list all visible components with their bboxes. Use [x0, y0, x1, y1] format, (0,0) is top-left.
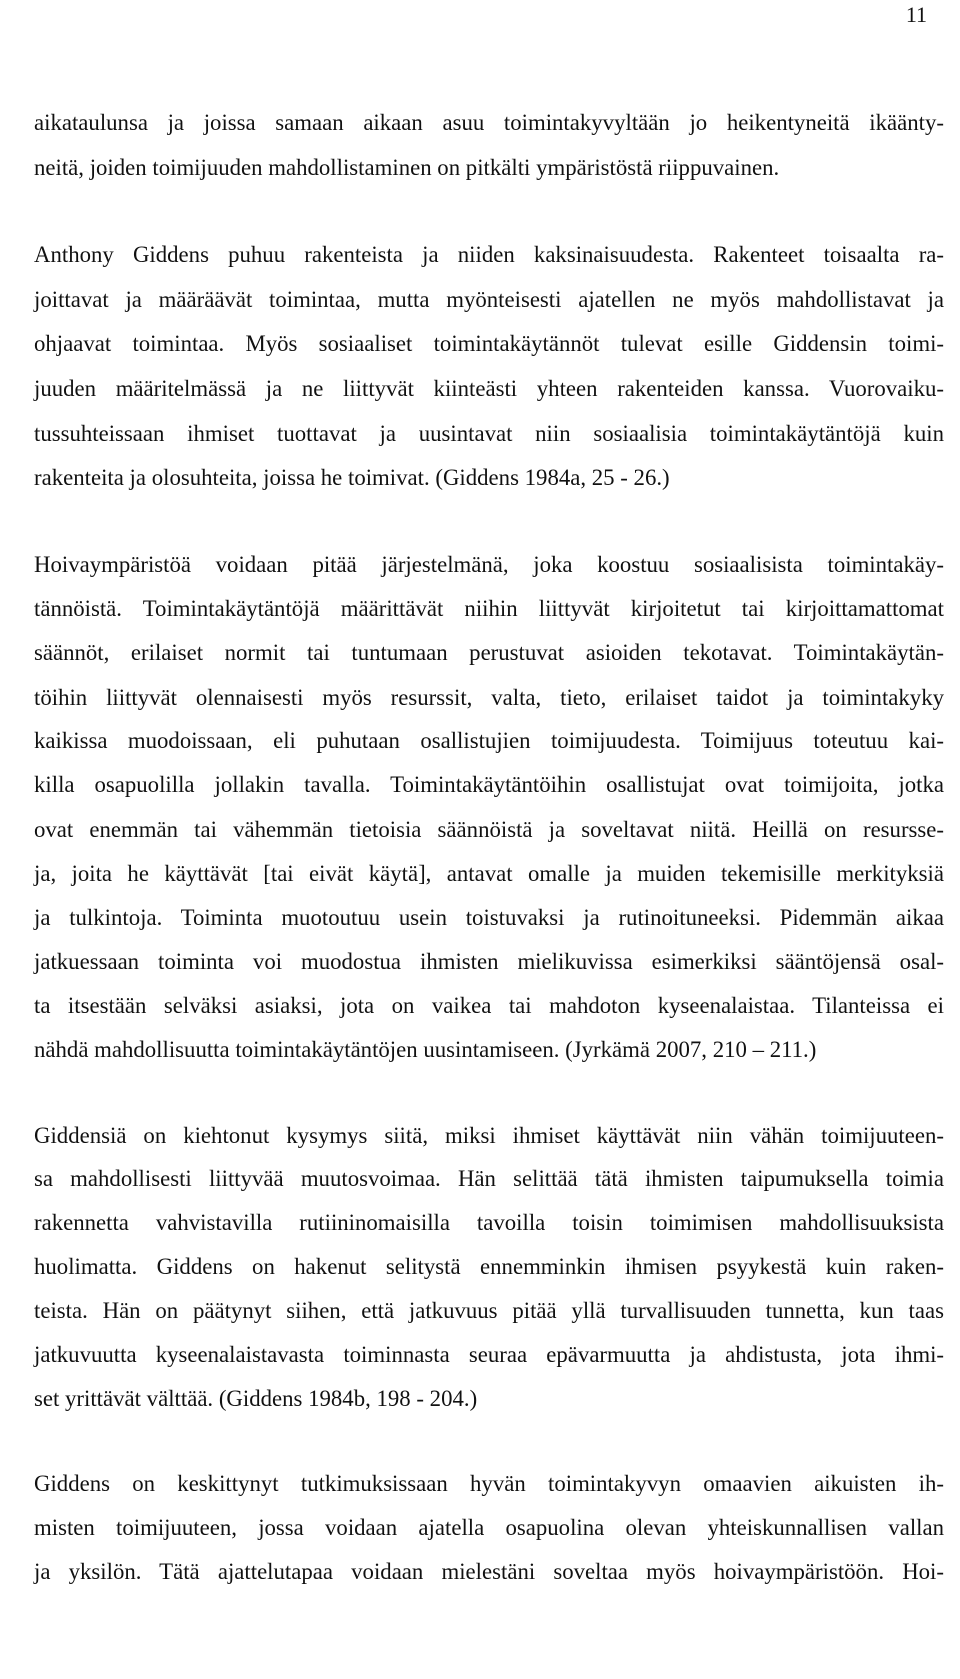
page-number: 11 — [905, 2, 927, 27]
text-line: teista. Hän on päätynyt siihen, että jatkuvuus pitää yllä turvallisuuden tunnetta, kun taas — [34, 1298, 944, 1323]
text-line: rakenteita ja olosuhteita, joissa he toimivat. (Giddens 1984a, 25 - 26.) — [34, 465, 670, 490]
text-line: Giddensiä on kiehtonut kysymys siitä, miksi ihmiset käyttävät niin vähän toimijuuteen- — [34, 1123, 944, 1148]
text-line: kaikissa muodoissaan, eli puhutaan osallistujien toimijuudesta. Toimijuus toteutuu kai- — [34, 728, 944, 753]
text-line: Giddens on keskittynyt tutkimuksissaan hyvän toimintakyvyn omaavien aikuisten ih- — [34, 1471, 944, 1496]
text-line: huolimatta. Giddens on hakenut selitystä ennemminkin ihmisen psyykestä kuin raken- — [34, 1254, 944, 1279]
text-line: säännöt, erilaiset normit tai tuntumaan perustuvat asioiden tekotavat. Toimintakäytän- — [34, 640, 944, 665]
text-line: ohjaavat toimintaa. Myös sosiaaliset toimintakäytännöt tulevat esille Giddensin toimi- — [34, 331, 944, 356]
text-line: nähdä mahdollisuutta toimintakäytäntöjen uusintamiseen. (Jyrkämä 2007, 210 – 211.) — [34, 1037, 817, 1062]
text-line: aikataulunsa ja joissa samaan aikaan asuu toimintakyvyltään jo heikentyneitä ikäänty- — [34, 110, 944, 135]
text-line: joittavat ja määräävät toimintaa, mutta myönteisesti ajatellen ne myös mahdollistavat ja — [34, 287, 944, 312]
text-line: killa osapuolilla jollakin tavalla. Toimintakäytäntöihin osallistujat ovat toimijoita, jotka — [34, 772, 944, 797]
text-line: ja tulkintoja. Toiminta muotoutuu usein toistuvaksi ja rutinoituneeksi. Pidemmän aikaa — [34, 905, 944, 930]
text-line: ta itsestään selväksi asiaksi, jota on vaikea tai mahdoton kyseenalaistaa. Tilanteissa ei — [34, 993, 944, 1018]
text-line: Anthony Giddens puhuu rakenteista ja niiden kaksinaisuudesta. Rakenteet toisaalta ra- — [34, 242, 944, 267]
text-line: jatkuessaan toiminta voi muodostua ihmisten mielikuvissa esimerkiksi sääntöjensä osal- — [34, 949, 944, 974]
text-line: ovat enemmän tai vähemmän tietoisia säännöistä ja soveltavat niitä. Heillä on resursse- — [34, 817, 944, 842]
text-line: Hoivaympäristöä voidaan pitää järjestelmänä, joka koostuu sosiaalisista toimintakäy- — [34, 552, 944, 577]
text-line: ja, joita he käyttävät [tai eivät käytä], antavat omalle ja muiden tekemisille merkityksiä — [34, 861, 944, 886]
text-line: neitä, joiden toimijuuden mahdollistaminen on pitkälti ympäristöstä riippuvainen. — [34, 155, 780, 180]
text-line: set yrittävät välttää. (Giddens 1984b, 198 - 204.) — [34, 1386, 478, 1411]
text-line: töihin liittyvät olennaisesti myös resurssit, valta, tieto, erilaiset taidot ja toimintakyky — [34, 685, 944, 710]
text-line: juuden määritelmässä ja ne liittyvät kiinteästi yhteen rakenteiden kanssa. Vuorovaiku- — [34, 376, 944, 401]
text-line: sa mahdollisesti liittyvää muutosvoimaa. Hän selittää tätä ihmisten taipumuksella toimia — [34, 1166, 944, 1191]
text-line: misten toimijuuteen, jossa voidaan ajatella osapuolina olevan yhteiskunnallisen vallan — [34, 1515, 944, 1540]
text-line: ja yksilön. Tätä ajattelutapaa voidaan mielestäni soveltaa myös hoivaympäristöön. Hoi- — [34, 1559, 944, 1584]
text-line: jatkuvuutta kyseenalaistavasta toiminnasta seuraa epävarmuutta ja ahdistusta, jota ihmi- — [34, 1342, 944, 1367]
text-line: tännöistä. Toimintakäytäntöjä määrittävät niihin liittyvät kirjoitetut tai kirjoittamattomat — [34, 596, 944, 621]
text-line: rakennetta vahvistavilla rutiininomaisilla tavoilla toisin toimimisen mahdollisuuksista — [34, 1210, 944, 1235]
text-line: tussuhteissaan ihmiset tuottavat ja uusintavat niin sosiaalisia toimintakäytäntöjä kuin — [34, 421, 944, 446]
